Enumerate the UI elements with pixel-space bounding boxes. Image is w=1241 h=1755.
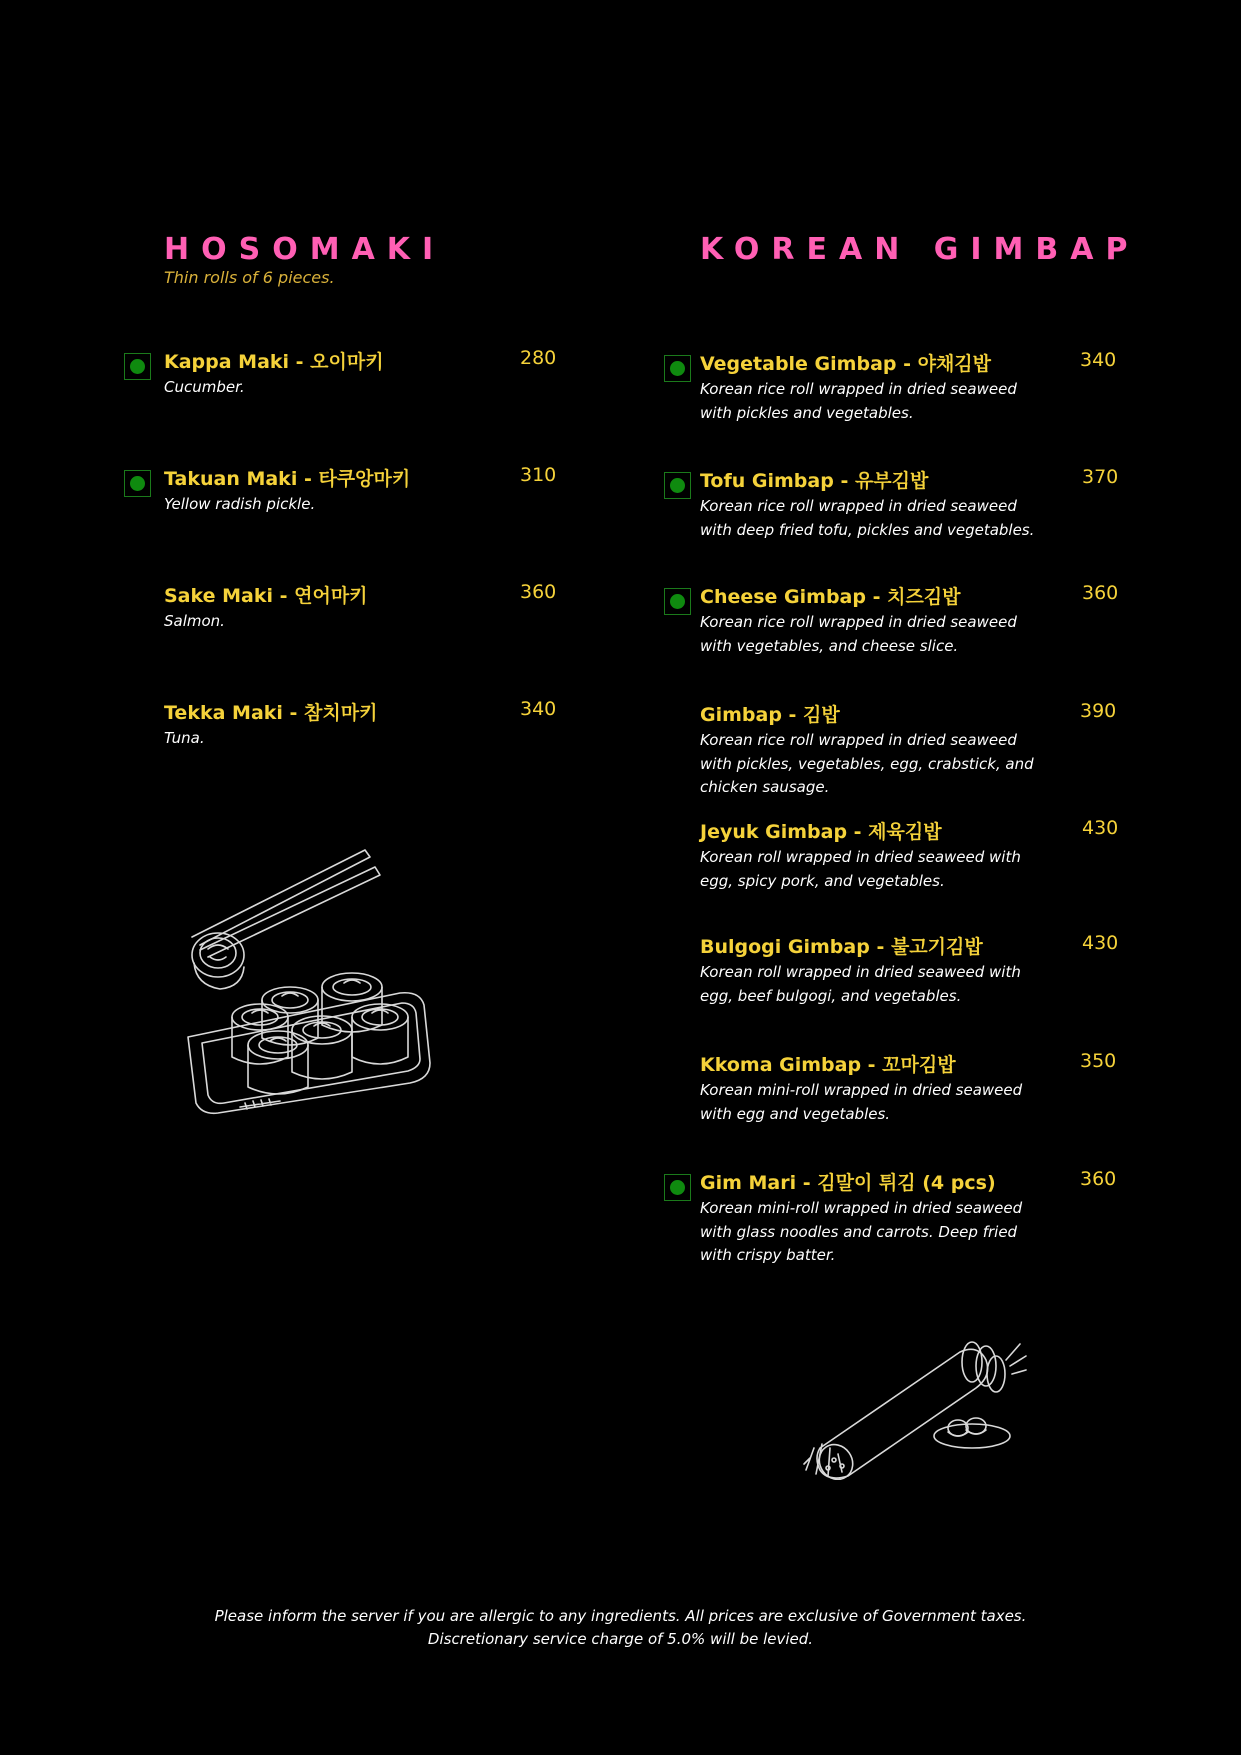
item-price: 360	[1080, 1168, 1117, 1190]
vegetarian-icon	[664, 472, 691, 499]
item-description: Korean mini-roll wrapped in dried seaweed with egg and vegetables.	[700, 1081, 1023, 1123]
item-name: Sake Maki - 연어마키	[164, 585, 368, 607]
item-name: Bulgogi Gimbap - 불고기김밥	[700, 936, 983, 958]
vegetarian-icon	[124, 470, 151, 497]
item-price: 360	[1082, 582, 1119, 604]
vegetarian-icon	[664, 588, 691, 615]
footer-line-allergy: Please inform the server if you are allergic to any ingredients. All prices are exclusive of Government taxes.	[214, 1607, 1027, 1625]
hosomaki-title: HOSOMAKI	[164, 232, 446, 267]
item-name: Tofu Gimbap - 유부김밥	[700, 470, 929, 492]
item-name: Kkoma Gimbap - 꼬마김밥	[700, 1054, 956, 1076]
vegetarian-icon	[124, 353, 151, 380]
footer-note	[0, 1605, 1241, 1651]
item-description: Korean rice roll wrapped in dried seaweed with pickles and vegetables.	[700, 380, 1017, 422]
item-name: Gimbap - 김밥	[700, 704, 840, 726]
hosomaki-subtitle: Thin rolls of 6 pieces.	[164, 268, 335, 287]
item-price: 340	[520, 698, 557, 720]
item-name: Takuan Maki - 타쿠앙마키	[164, 468, 411, 490]
item-name: Jeyuk Gimbap - 제육김밥	[700, 821, 942, 843]
item-description: Yellow radish pickle.	[164, 495, 316, 513]
item-price: 430	[1082, 932, 1119, 954]
gimbap-roll-illustration	[800, 1340, 1040, 1480]
item-name: Cheese Gimbap - 치즈김밥	[700, 586, 961, 608]
item-description: Tuna.	[164, 729, 205, 747]
vegetarian-icon	[664, 1174, 691, 1201]
item-description: Korean rice roll wrapped in dried seaweed with pickles, vegetables, egg, crabstick, and chicken sausage.	[700, 731, 1034, 796]
vegetarian-icon	[664, 355, 691, 382]
item-description: Korean roll wrapped in dried seaweed with egg, beef bulgogi, and vegetables.	[700, 963, 1021, 1005]
item-name: Kappa Maki - 오이마키	[164, 351, 384, 373]
item-price: 310	[520, 464, 557, 486]
item-description: Korean roll wrapped in dried seaweed with egg, spicy pork, and vegetables.	[700, 848, 1021, 890]
sushi-platter-with-chopsticks-illustration	[180, 845, 470, 1125]
item-price: 360	[520, 581, 557, 603]
item-description: Salmon.	[164, 612, 225, 630]
item-price: 340	[1080, 349, 1117, 371]
footer-line-service-charge: Discretionary service charge of 5.0% will be levied.	[427, 1630, 814, 1648]
gimbap-title: KOREAN GIMBAP	[700, 232, 1140, 267]
item-price: 430	[1082, 817, 1119, 839]
item-description: Korean rice roll wrapped in dried seaweed with deep fried tofu, pickles and vegetables.	[700, 497, 1035, 539]
item-price: 280	[520, 347, 557, 369]
item-description: Cucumber.	[164, 378, 245, 396]
item-price: 370	[1082, 466, 1119, 488]
item-description: Korean rice roll wrapped in dried seaweed with vegetables, and cheese slice.	[700, 613, 1017, 655]
item-price: 350	[1080, 1050, 1117, 1072]
item-description: Korean mini-roll wrapped in dried seaweed with glass noodles and carrots. Deep fried with crispy batter.	[700, 1199, 1023, 1264]
item-price: 390	[1080, 700, 1117, 722]
item-name: Vegetable Gimbap - 야채김밥	[700, 353, 992, 375]
item-name: Tekka Maki - 참치마키	[164, 702, 378, 724]
item-name: Gim Mari - 김말이 튀김 (4 pcs)	[700, 1172, 996, 1194]
